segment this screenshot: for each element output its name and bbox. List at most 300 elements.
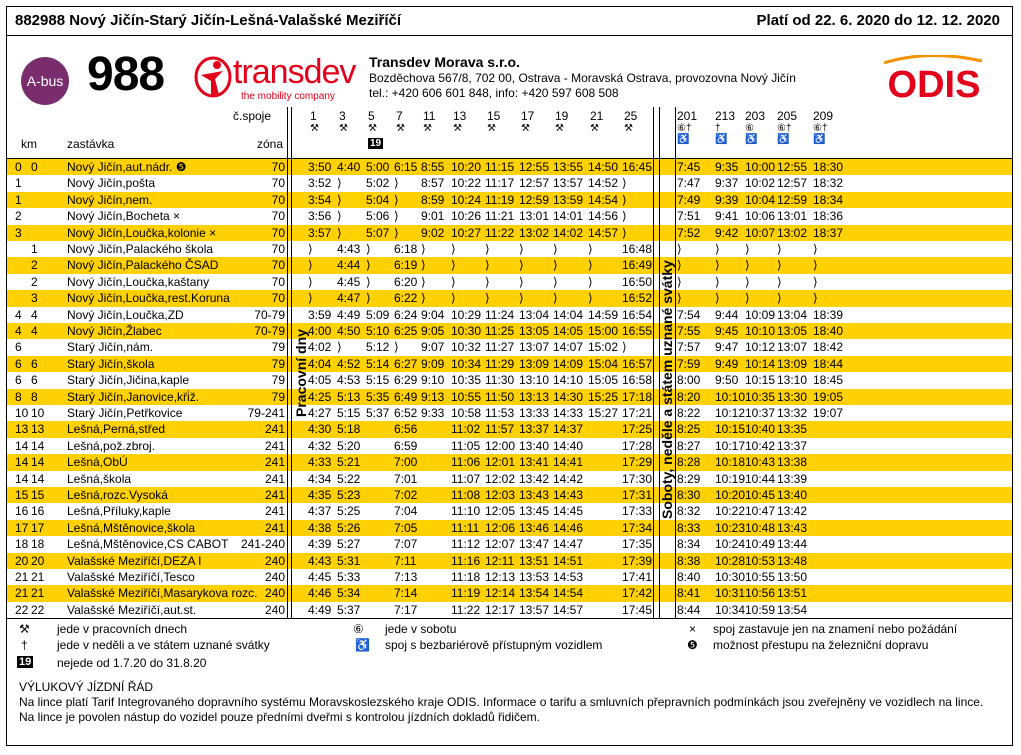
workday-time: ⟩ <box>485 274 490 289</box>
zone: 240 <box>264 570 285 584</box>
zone: 70 <box>271 160 285 174</box>
weekend-time: 13:10 <box>777 373 808 388</box>
weekend-time: 18:32 <box>813 176 844 191</box>
table-row <box>7 487 1012 503</box>
workday-time: 14:53 <box>553 570 584 584</box>
workday-time: 16:55 <box>622 324 653 338</box>
zone: 241 <box>264 422 285 437</box>
trip-symbol: ⚒ <box>453 123 462 134</box>
workday-time: ⟩ <box>622 225 627 240</box>
workday-time: 13:07 <box>519 340 550 355</box>
weekend-time: 8:29 <box>677 471 701 486</box>
km-b: 8 <box>31 389 38 404</box>
weekend-time: 10:42 <box>745 438 776 453</box>
workday-time: 12:14 <box>485 586 516 601</box>
workday-time: 11:30 <box>485 373 515 388</box>
workday-time: 13:33 <box>519 406 550 420</box>
zone: 240 <box>264 602 285 617</box>
workday-time: 5:35 <box>366 389 390 404</box>
workday-time: ⟩ <box>308 258 313 273</box>
km-a: 10 <box>15 406 29 420</box>
title-bar <box>7 7 1012 36</box>
workday-time: 9:13 <box>421 389 445 404</box>
workday-time: 12:57 <box>519 176 550 191</box>
workday-time: 3:50 <box>308 160 332 174</box>
workday-time: 11:05 <box>451 438 481 453</box>
workday-time: 7:17 <box>394 602 418 617</box>
column-rule <box>287 107 288 618</box>
trip-number: 3 <box>339 109 346 123</box>
weekend-time: 13:32 <box>777 406 808 420</box>
weekend-time: 10:49 <box>745 537 776 552</box>
workday-time: ⟩ <box>421 274 426 289</box>
km-b: 18 <box>31 537 45 552</box>
trip-symbol: ⚒ <box>555 123 564 134</box>
workday-time: 7:13 <box>394 570 418 584</box>
km-b: 13 <box>31 422 45 437</box>
weekend-time: ⟩ <box>813 291 818 306</box>
stop-name: Nový Jičín,Palackého škola <box>67 242 214 256</box>
weekend-time: ⟩ <box>677 274 682 289</box>
zone: 79 <box>271 340 285 355</box>
workday-time: 3:57 <box>308 225 332 240</box>
workday-time: 5:21 <box>337 455 361 470</box>
workday-time: ⟩ <box>337 176 342 191</box>
workday-time: 10:58 <box>451 406 482 420</box>
weekend-time: 18:42 <box>813 340 844 355</box>
weekend-time: 10:15 <box>715 422 746 437</box>
workday-time: ⟩ <box>485 242 490 256</box>
workday-time: 13:47 <box>519 537 550 552</box>
workday-time: 11:17 <box>485 176 515 191</box>
legend-on-request: spoj zastavuje jen na znamení nebo požádání <box>713 622 958 636</box>
header-rule <box>7 158 1012 159</box>
weekend-time: 10:28 <box>715 553 746 568</box>
km-b: 22 <box>31 602 45 617</box>
trip-number: 201 <box>677 109 698 123</box>
workday-time: 17:30 <box>622 471 653 486</box>
workday-time: ⟩ <box>519 242 524 256</box>
zone: 241 <box>264 488 285 502</box>
weekend-time: 8:38 <box>677 553 701 568</box>
km-b: 4 <box>31 324 38 338</box>
workday-time: 4:38 <box>308 520 332 535</box>
weekend-time: 7:52 <box>677 225 701 240</box>
workday-time: 4:37 <box>308 504 332 519</box>
workday-time: 17:31 <box>622 488 653 502</box>
zone: 240 <box>264 553 285 568</box>
table-row <box>7 421 1012 437</box>
km-b: 14 <box>31 438 45 453</box>
weekend-time: ⟩ <box>715 242 720 256</box>
weekend-time: 10:09 <box>745 307 776 322</box>
column-rule <box>291 107 292 618</box>
km-b: 2 <box>31 258 38 273</box>
table-row <box>7 389 1012 405</box>
workday-time: 5:00 <box>366 160 390 174</box>
trip-symbol: ⚒ <box>624 123 633 134</box>
legend-sundays: jede v neděli a ve státem uznané svátky <box>57 638 270 652</box>
trip-number: 203 <box>745 109 766 123</box>
weekend-time: 10:35 <box>745 389 776 404</box>
weekend-time: 7:49 <box>677 192 701 207</box>
workday-time: 14:45 <box>553 504 584 519</box>
weekend-time: 8:28 <box>677 455 701 470</box>
workday-time: 17:39 <box>622 553 653 568</box>
workday-time: ⟩ <box>337 340 342 355</box>
workday-time: 5:15 <box>366 373 390 388</box>
legend-symbol-accessible: ♿ <box>355 638 370 652</box>
workday-time: ⟩ <box>622 192 627 207</box>
weekend-time: 13:43 <box>777 520 808 535</box>
workday-time: 5:31 <box>337 553 361 568</box>
km-a: 17 <box>15 520 29 535</box>
weekend-time: 13:39 <box>777 471 808 486</box>
workday-time: 14:30 <box>553 389 584 404</box>
workday-time: 11:19 <box>451 586 481 601</box>
column-rule <box>675 107 676 618</box>
workday-time: 17:29 <box>622 455 653 470</box>
trip-symbol: ⚒ <box>368 123 377 134</box>
company-info <box>369 55 796 101</box>
workday-time: 13:54 <box>519 586 550 601</box>
workday-time: 3:56 <box>308 209 332 224</box>
workday-time: 5:02 <box>366 176 390 191</box>
workday-time: 12:07 <box>485 537 516 552</box>
zone: 70 <box>271 225 285 240</box>
zone: 79 <box>271 389 285 404</box>
workday-time: 11:25 <box>485 324 515 338</box>
transdev-logo <box>193 53 356 105</box>
transdev-tagline: the mobility company <box>241 91 335 102</box>
workdays-label: Pracovní dny <box>293 329 309 417</box>
workday-time: 4:43 <box>337 242 361 256</box>
weekend-time: 7:57 <box>677 340 701 355</box>
workday-time: 11:57 <box>485 422 515 437</box>
workday-time: 4:46 <box>308 586 332 601</box>
workday-time: 7:04 <box>394 504 418 519</box>
workday-time: 14:59 <box>588 307 619 322</box>
stop-name: Lešná,Příluky,kaple <box>67 504 171 519</box>
trip-number: 13 <box>453 109 467 123</box>
workday-time: 4:45 <box>337 274 361 289</box>
workday-time: 11:11 <box>451 520 480 535</box>
legend-symbol-on-request: × <box>689 622 697 636</box>
workday-time: 11:21 <box>485 209 515 224</box>
workday-time: 13:10 <box>519 373 550 388</box>
weekend-time: 9:49 <box>715 356 739 371</box>
weekend-time: 8:27 <box>677 438 701 453</box>
workday-time: 11:02 <box>451 422 481 437</box>
workday-time: 4:05 <box>308 373 332 388</box>
workday-time: 13:59 <box>553 192 584 207</box>
workday-time: 14:57 <box>588 225 619 240</box>
workday-time: 4:30 <box>308 422 332 437</box>
km-a: 6 <box>15 356 22 371</box>
header-km: km <box>21 137 37 151</box>
workday-time: 14:37 <box>553 422 584 437</box>
header-spoje: č.spoje <box>233 109 272 123</box>
zone: 70-79 <box>254 307 285 322</box>
bottom-rule <box>7 618 1012 619</box>
weekend-time: 13:48 <box>777 553 808 568</box>
weekend-time: 8:32 <box>677 504 701 519</box>
weekend-time: 13:38 <box>777 455 808 470</box>
weekend-label: Soboty, neděle a státem uznané svátky <box>659 260 675 519</box>
trip-number: 11 <box>423 109 436 123</box>
legend-symbol-sundays: † <box>21 638 28 652</box>
weekend-time: 13:54 <box>777 602 808 617</box>
weekend-time: 9:39 <box>715 192 739 207</box>
weekend-time: 13:04 <box>777 307 808 322</box>
km-a: 22 <box>15 602 29 617</box>
workday-time: ⟩ <box>366 242 371 256</box>
workday-time: 13:09 <box>519 356 550 371</box>
weekend-time: 8:34 <box>677 537 701 552</box>
trip-number: 7 <box>396 109 403 123</box>
workday-time: ⟩ <box>553 242 558 256</box>
zone: 79-241 <box>247 406 285 420</box>
workday-time: 13:45 <box>519 504 550 519</box>
workday-time: 9:10 <box>421 373 445 388</box>
weekend-time: 13:01 <box>777 209 808 224</box>
workday-time: 4:40 <box>337 160 361 174</box>
trip-number: 213 <box>715 109 736 123</box>
workday-time: 13:13 <box>519 389 550 404</box>
table-row <box>7 307 1012 323</box>
km-a: 4 <box>15 324 22 338</box>
workday-time: 5:13 <box>337 389 361 404</box>
weekend-time: 10:24 <box>715 537 746 552</box>
workday-time: 9:09 <box>421 356 445 371</box>
workday-time: 17:28 <box>622 438 653 453</box>
km-a: 14 <box>15 438 29 453</box>
stop-name: Starý Jičín,Jičina,kaple <box>67 373 190 388</box>
weekend-time: ⟩ <box>777 242 782 256</box>
workday-time: 13:42 <box>519 471 550 486</box>
weekend-time: 7:59 <box>677 356 701 371</box>
table-row <box>7 438 1012 454</box>
stop-name: Valašské Meziříčí,DEZA I <box>67 553 202 568</box>
weekend-time: 7:45 <box>677 160 701 174</box>
workday-time: 5:37 <box>366 406 390 420</box>
weekend-time: 9:45 <box>715 324 739 338</box>
workday-time: 16:58 <box>622 373 653 388</box>
workday-time: 13:40 <box>519 438 550 453</box>
km-b: 1 <box>31 242 38 256</box>
workday-time: 3:54 <box>308 192 332 207</box>
workday-time: ⟩ <box>421 258 426 273</box>
weekend-time: 13:42 <box>777 504 808 519</box>
table-row <box>7 274 1012 290</box>
workday-time: ⟩ <box>519 274 524 289</box>
table-row <box>7 503 1012 519</box>
notes <box>19 680 1009 725</box>
stop-name: Nový Jičín,Loučka,rest.Koruna <box>67 291 230 306</box>
weekend-time: 7:54 <box>677 307 701 322</box>
workday-time: 15:25 <box>588 389 619 404</box>
weekend-time: ⟩ <box>715 258 720 273</box>
workday-time: 15:02 <box>588 340 619 355</box>
weekend-time: ⟩ <box>777 291 782 306</box>
workday-time: 10:32 <box>451 340 482 355</box>
workday-time: 6:52 <box>394 406 418 420</box>
stop-name: Nový Jičín,Žlabec <box>67 324 162 338</box>
weekend-time: ⟩ <box>715 291 720 306</box>
workday-time: 5:27 <box>337 537 361 552</box>
weekend-time: 10:06 <box>745 209 776 224</box>
table-row <box>7 225 1012 241</box>
weekend-time: 8:30 <box>677 488 701 502</box>
table-row <box>7 405 1012 421</box>
workday-time: 6:27 <box>394 356 418 371</box>
weekend-time: 13:44 <box>777 537 808 552</box>
workday-time: 5:06 <box>366 209 390 224</box>
legend-19: nejede od 1.7.20 do 31.8.20 <box>57 656 207 670</box>
workday-time: ⟩ <box>519 258 524 273</box>
trip-symbol: ⑥†♿ <box>677 123 692 145</box>
workday-time: 6:15 <box>394 160 418 174</box>
workday-time: 4:00 <box>308 324 332 338</box>
table-row <box>7 569 1012 585</box>
weekend-time: 10:34 <box>715 602 746 617</box>
header <box>7 35 1012 107</box>
weekend-time: 10:12 <box>715 406 746 420</box>
km-a: 13 <box>15 422 29 437</box>
odis-word: ODIS <box>887 64 981 103</box>
workday-time: 12:03 <box>485 488 516 502</box>
workday-time: 11:22 <box>485 225 515 240</box>
legend-rail: možnost přestupu na železniční dopravu <box>713 638 929 652</box>
stop-name: Starý Jičín,Petřkovice <box>67 406 183 420</box>
weekend-time: 13:09 <box>777 356 808 371</box>
weekend-time: 10:43 <box>745 455 776 470</box>
workday-time: 15:05 <box>588 373 619 388</box>
km-b: 20 <box>31 553 45 568</box>
workday-time: 6:20 <box>394 274 418 289</box>
workday-time: ⟩ <box>394 176 399 191</box>
workday-time: 5:26 <box>337 520 361 535</box>
trip-number: 1 <box>310 109 317 123</box>
weekend-time: 10:00 <box>745 160 776 174</box>
workday-time: 14:01 <box>553 209 584 224</box>
table-row <box>7 192 1012 208</box>
table-row <box>7 372 1012 388</box>
weekend-time: 7:51 <box>677 209 701 224</box>
workday-time: 8:57 <box>421 176 445 191</box>
workday-time: 12:00 <box>485 438 516 453</box>
workday-time: 17:35 <box>622 537 653 552</box>
workday-time: 4:53 <box>337 373 361 388</box>
stop-name: Lešná,rozc.Vysoká <box>67 488 168 502</box>
weekend-time: 12:55 <box>777 160 808 174</box>
stop-name: Lešná,Mštěnovice,škola <box>67 520 196 535</box>
km-a: 0 <box>15 160 22 174</box>
workday-time: ⟩ <box>451 274 456 289</box>
workday-time: 11:07 <box>451 471 481 486</box>
workday-time: 5:22 <box>337 471 361 486</box>
workday-time: 13:55 <box>553 160 584 174</box>
workday-time: 14:40 <box>553 438 584 453</box>
weekend-time: 10:30 <box>715 570 746 584</box>
weekend-time: 18:44 <box>813 356 844 371</box>
company-name: Transdev Morava s.r.o. <box>369 54 520 70</box>
workday-time: ⟩ <box>366 258 371 273</box>
workday-time: 14:09 <box>553 356 584 371</box>
legend-symbol-workdays: ⚒ <box>19 622 30 636</box>
weekend-time: 8:20 <box>677 389 701 404</box>
zone: 241 <box>264 520 285 535</box>
stop-name: Starý Jičín,Janovice,kři̇ž. <box>67 389 200 404</box>
workday-time: 13:57 <box>519 602 550 617</box>
workday-time: 4:32 <box>308 438 332 453</box>
workday-time: 14:05 <box>553 324 584 338</box>
trip-symbol: ⚒ <box>310 123 319 134</box>
workday-time: 5:25 <box>337 504 361 519</box>
workday-time: 7:05 <box>394 520 418 535</box>
note-boarding: Na lince je povolen nástup do vozidel pouze předními dveřmi s kontrolou jízdních dokladů řidičem. <box>19 710 540 724</box>
stop-name: Starý Jičín,škola <box>67 356 155 371</box>
trip-number: 205 <box>777 109 798 123</box>
workday-time: 4:43 <box>308 553 332 568</box>
workday-time: ⟩ <box>622 209 627 224</box>
weekend-time: 10:48 <box>745 520 776 535</box>
workday-time: 13:43 <box>519 488 550 502</box>
zone: 241 <box>264 471 285 486</box>
workday-time: 16:48 <box>622 242 653 256</box>
workday-time: 14:47 <box>553 537 584 552</box>
weekend-time: 10:31 <box>715 586 746 601</box>
km-b: 6 <box>31 373 38 388</box>
weekend-time: 10:23 <box>715 520 746 535</box>
table-row <box>7 257 1012 273</box>
workday-time: 12:05 <box>485 504 516 519</box>
workday-time: 11:29 <box>485 356 515 371</box>
workday-time: ⟩ <box>622 340 627 355</box>
workday-time: 6:22 <box>394 291 418 306</box>
weekend-time: 13:30 <box>777 389 808 404</box>
weekend-time: 10:12 <box>745 340 776 355</box>
weekend-time: 13:51 <box>777 586 808 601</box>
weekend-time: 13:40 <box>777 488 808 502</box>
workday-time: 11:15 <box>485 160 515 174</box>
workday-time: ⟩ <box>485 291 490 306</box>
workday-time: 4:35 <box>308 488 332 502</box>
workday-time: 6:56 <box>394 422 418 437</box>
company-contact: tel.: +420 606 601 848, info: +420 597 608 508 <box>369 86 619 100</box>
workday-time: 6:59 <box>394 438 418 453</box>
workday-time: 10:24 <box>451 192 482 207</box>
weekend-time: 10:47 <box>745 504 776 519</box>
stop-name: Lešná,ObÚ <box>67 455 128 470</box>
weekend-time: 13:02 <box>777 225 808 240</box>
workday-time: 5:37 <box>337 602 361 617</box>
header-zastavka: zastávka <box>67 137 115 151</box>
workday-time: ⟩ <box>394 192 399 207</box>
workday-time: 5:07 <box>366 225 390 240</box>
column-rule <box>653 107 654 618</box>
workday-time: 9:01 <box>421 209 445 224</box>
km-b: 4 <box>31 307 38 322</box>
workday-time: 12:59 <box>519 192 550 207</box>
weekend-time: 8:22 <box>677 406 701 420</box>
weekend-time: 10:18 <box>715 455 746 470</box>
workday-time: 10:29 <box>451 307 482 322</box>
workday-time: 8:59 <box>421 192 445 207</box>
workday-time: ⟩ <box>337 225 342 240</box>
workday-time: 4:49 <box>337 307 361 322</box>
workday-time: ⟩ <box>366 291 371 306</box>
